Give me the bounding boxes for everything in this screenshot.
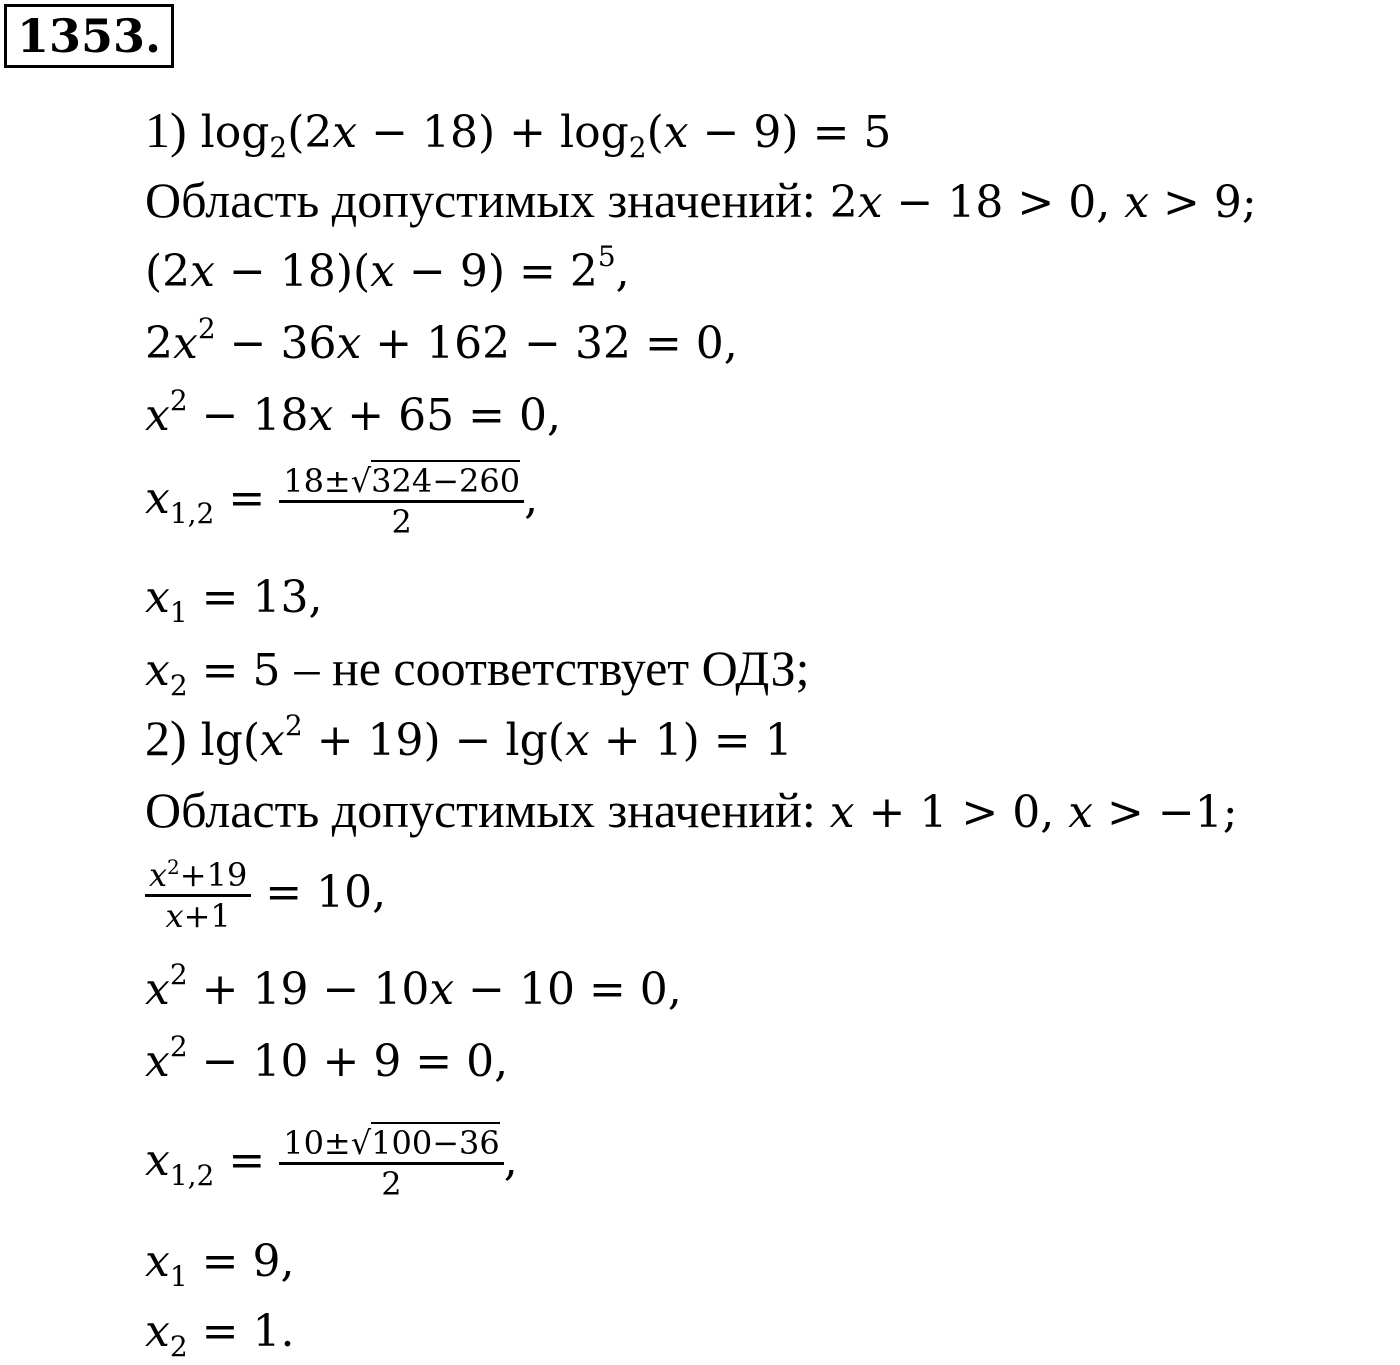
root-1-2: $x_2 = 5$ – не соответствует ОДЗ; [145, 640, 810, 702]
step-2-1: $\frac{x^2+19}{x+1}$ = 10, [145, 856, 386, 935]
equation-1: 1) $\log_2(2x - 18) + \log_2(x - 9) = 5$ [145, 102, 892, 164]
problem-number: 1353. [4, 4, 174, 68]
fraction-1: $\frac{18\pm√324-260}{2}$ [279, 462, 524, 541]
part-1-label: 1) [145, 102, 187, 158]
odz-line-2: Область допустимых значений: x + 1 > 0, x > −1; [145, 782, 1238, 838]
root-1-1: $x_1 = 13$, [145, 572, 323, 629]
reject-text: – не соответствует ОДЗ; [294, 640, 810, 696]
fraction-2: $\frac{x^2+19}{x+1}$ [145, 856, 251, 935]
odz-label-1: Область допустимых значений: [145, 172, 816, 228]
fraction-3: $\frac{10\pm√100-36}{2}$ [279, 1124, 504, 1203]
step-2-3: $x^2 - 10 + 9 = 0$, [145, 1030, 509, 1087]
step-1-1: $(2x - 18)(x - 9) = 2^5$, [145, 240, 630, 297]
equation-2: 2) $\lg(x^2 + 19) - \lg(x + 1) = 1$ [145, 709, 793, 766]
roots-formula-2: $x_{1,2}$ = $\frac{10\pm√100-36}{2}$ , [145, 1124, 518, 1203]
step-1-3: $x^2 - 18x + 65 = 0$, [145, 384, 561, 441]
odz-line-1: Область допустимых значений: 2x − 18 > 0, x > 9; [145, 172, 1257, 228]
step-1-2: $2x^2 - 36x + 162 - 32 = 0$, [145, 312, 738, 369]
root-2-1: $x_1 = 9$, [145, 1236, 295, 1293]
part-2-label: 2) [145, 710, 187, 766]
root-2-2: $x_2 = 1$. [145, 1306, 295, 1363]
step-2-2: $x^2 + 19 - 10x - 10 = 0$, [145, 958, 682, 1015]
odz-label-2: Область допустимых значений: [145, 782, 816, 838]
roots-formula-1: $x_{1,2}$ = $\frac{18\pm√324-260}{2}$ , [145, 462, 539, 541]
